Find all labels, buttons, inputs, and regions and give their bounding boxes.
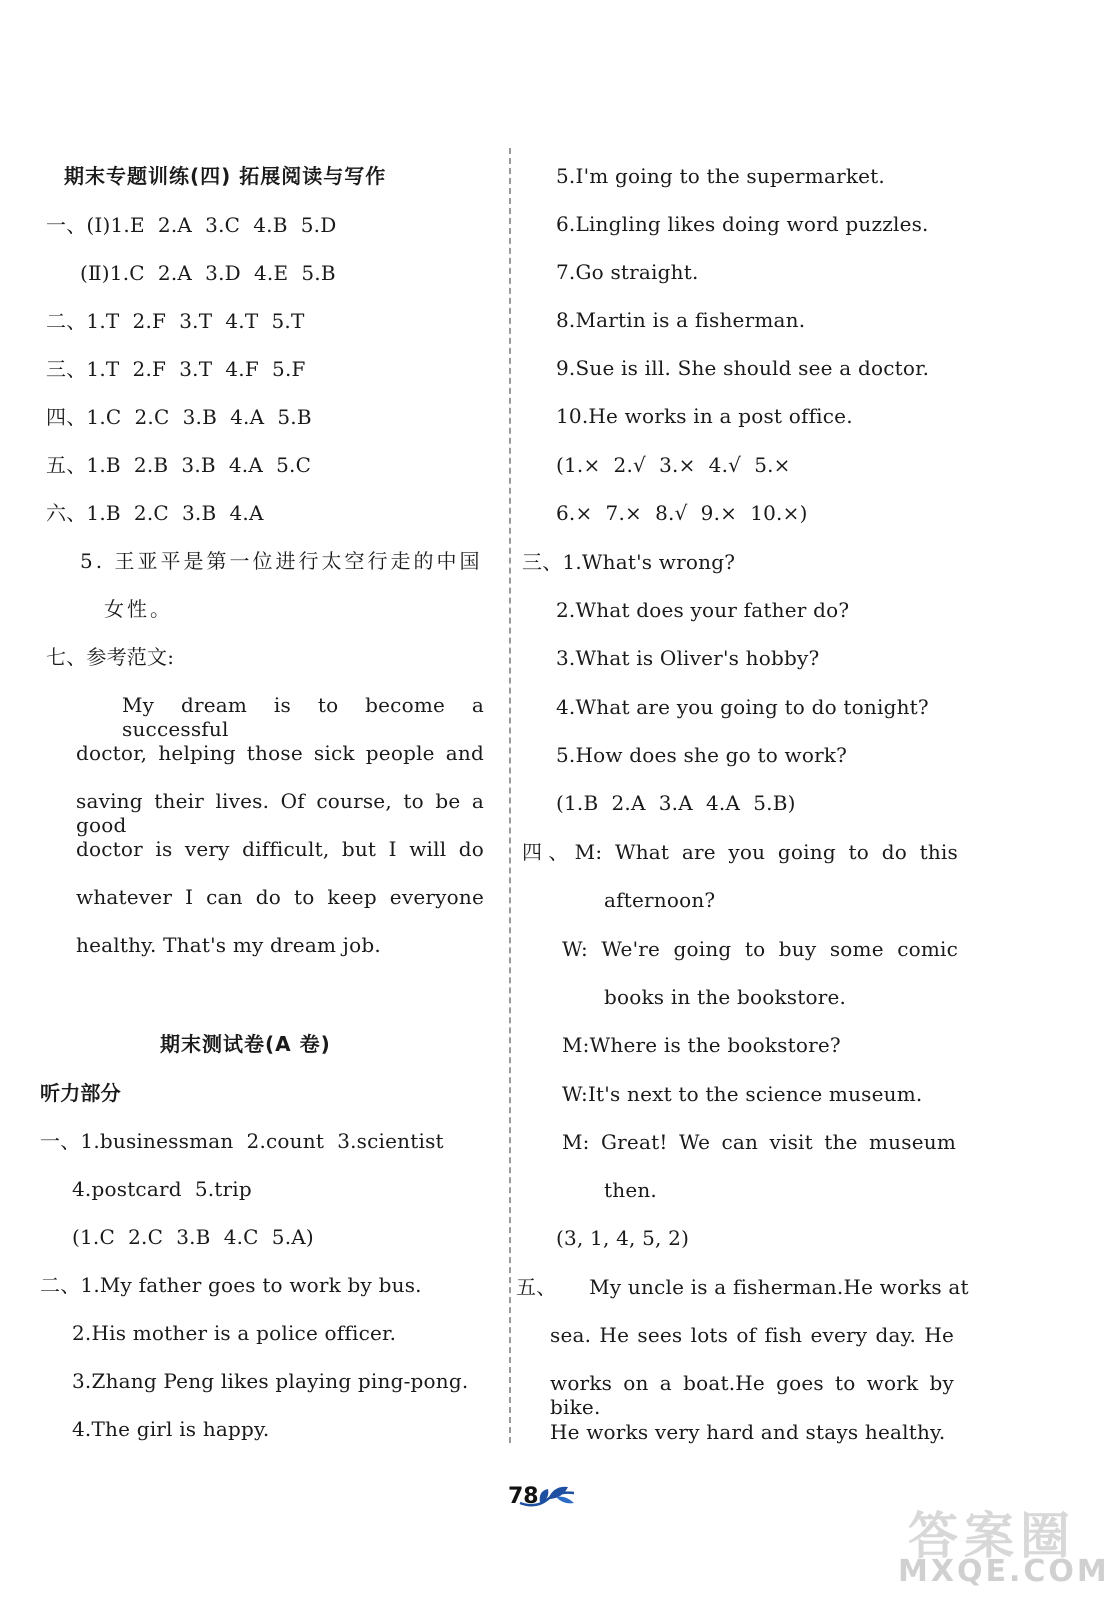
answer-line: (1.C 2.C 3.B 4.C 5.A) bbox=[72, 1225, 314, 1249]
writing-line: sea. He sees lots of fish every day. He bbox=[550, 1323, 954, 1347]
essay-line: doctor is very difficult, but I will do bbox=[76, 837, 484, 861]
essay-line: healthy. That's my dream job. bbox=[76, 933, 381, 957]
answer-line: 二、1.T 2.F 3.T 4.T 5.T bbox=[46, 309, 305, 333]
dialogue-line: then. bbox=[604, 1178, 657, 1202]
answer-line: 5.I'm going to the supermarket. bbox=[556, 164, 885, 188]
dialogue-line: books in the bookstore. bbox=[604, 985, 847, 1009]
answer-line: 5. 王亚平是第一位进行太空行走的中国 bbox=[80, 549, 483, 573]
dialogue-line: M: Great! We can visit the museum bbox=[562, 1130, 956, 1154]
answer-line: (1.× 2.√ 3.× 4.√ 5.× bbox=[556, 453, 791, 477]
answer-line: 3.Zhang Peng likes playing ping-pong. bbox=[72, 1369, 469, 1393]
watermark bbox=[898, 1496, 1110, 1592]
answer-line: (3, 1, 4, 5, 2) bbox=[556, 1226, 690, 1250]
watermark-url: MXQE.COM bbox=[898, 1554, 1110, 1589]
sample-essay-heading: 七、参考范文: bbox=[46, 645, 175, 669]
answer-line: 4.The girl is happy. bbox=[72, 1417, 270, 1441]
answer-line: (Ⅱ)1.C 2.A 3.D 4.E 5.B bbox=[80, 261, 336, 285]
answer-line: 一、1.businessman 2.count 3.scientist bbox=[40, 1129, 444, 1153]
answer-line: 二、1.My father goes to work by bus. bbox=[40, 1273, 422, 1297]
essay-line: My dream is to become a successful bbox=[122, 693, 484, 741]
essay-line: whatever I can do to keep everyone bbox=[76, 885, 484, 909]
answer-line: 六、1.B 2.C 3.B 4.A bbox=[46, 501, 264, 525]
answer-line: 一、(Ⅰ)1.E 2.A 3.C 4.B 5.D bbox=[46, 213, 337, 237]
section-title-final-training: 期末专题训练(四) 拓展阅读与写作 bbox=[64, 164, 387, 188]
answer-line: 5.How does she go to work? bbox=[556, 743, 848, 767]
answer-line: 10.He works in a post office. bbox=[556, 404, 853, 428]
answer-line: 9.Sue is ill. She should see a doctor. bbox=[556, 356, 930, 380]
answer-line: 8.Martin is a fisherman. bbox=[556, 308, 806, 332]
essay-line: doctor, helping those sick people and bbox=[76, 741, 484, 765]
dialogue-line: afternoon? bbox=[604, 888, 716, 912]
watermark-text: 答案圈 bbox=[908, 1507, 1076, 1565]
answer-line: 4.What are you going to do tonight? bbox=[556, 695, 929, 719]
writing-line: He works very hard and stays healthy. bbox=[550, 1420, 946, 1444]
writing-line: works on a boat.He goes to work by bike. bbox=[550, 1371, 954, 1419]
answer-line: 3.What is Oliver's hobby? bbox=[556, 646, 820, 670]
answer-line: 6.Lingling likes doing word puzzles. bbox=[556, 212, 929, 236]
page-number: 78 bbox=[508, 1484, 539, 1509]
answer-line: 三、1.What's wrong? bbox=[522, 550, 736, 574]
writing-line: 五、 My uncle is a fisherman.He works at bbox=[516, 1275, 969, 1299]
column-divider bbox=[509, 148, 511, 1443]
answer-line: 2.What does your father do? bbox=[556, 598, 850, 622]
dialogue-line: W:It's next to the science museum. bbox=[562, 1082, 923, 1106]
answer-line: 2.His mother is a police officer. bbox=[72, 1321, 397, 1345]
dialogue-line: 四、M: What are you going to do this bbox=[522, 840, 958, 864]
answer-line: 四、1.C 2.C 3.B 4.A 5.B bbox=[46, 405, 312, 429]
section-title-final-test-a: 期末测试卷(A 卷) bbox=[160, 1032, 331, 1056]
answer-line: 4.postcard 5.trip bbox=[72, 1177, 252, 1201]
answer-line: 五、1.B 2.B 3.B 4.A 5.C bbox=[46, 453, 312, 477]
dialogue-line: M:Where is the bookstore? bbox=[562, 1033, 841, 1057]
answer-line: 6.× 7.× 8.√ 9.× 10.×) bbox=[556, 501, 808, 525]
answer-line: 三、1.T 2.F 3.T 4.F 5.F bbox=[46, 357, 306, 381]
answer-line: 女性。 bbox=[104, 597, 173, 621]
dialogue-line: W: We're going to buy some comic bbox=[562, 937, 958, 961]
essay-line: saving their lives. Of course, to be a good bbox=[76, 789, 484, 837]
listening-part-label: 听力部分 bbox=[40, 1081, 121, 1105]
answer-line: 7.Go straight. bbox=[556, 260, 699, 284]
leaf-ornament-icon bbox=[518, 1483, 578, 1513]
answer-line: (1.B 2.A 3.A 4.A 5.B) bbox=[556, 791, 796, 815]
